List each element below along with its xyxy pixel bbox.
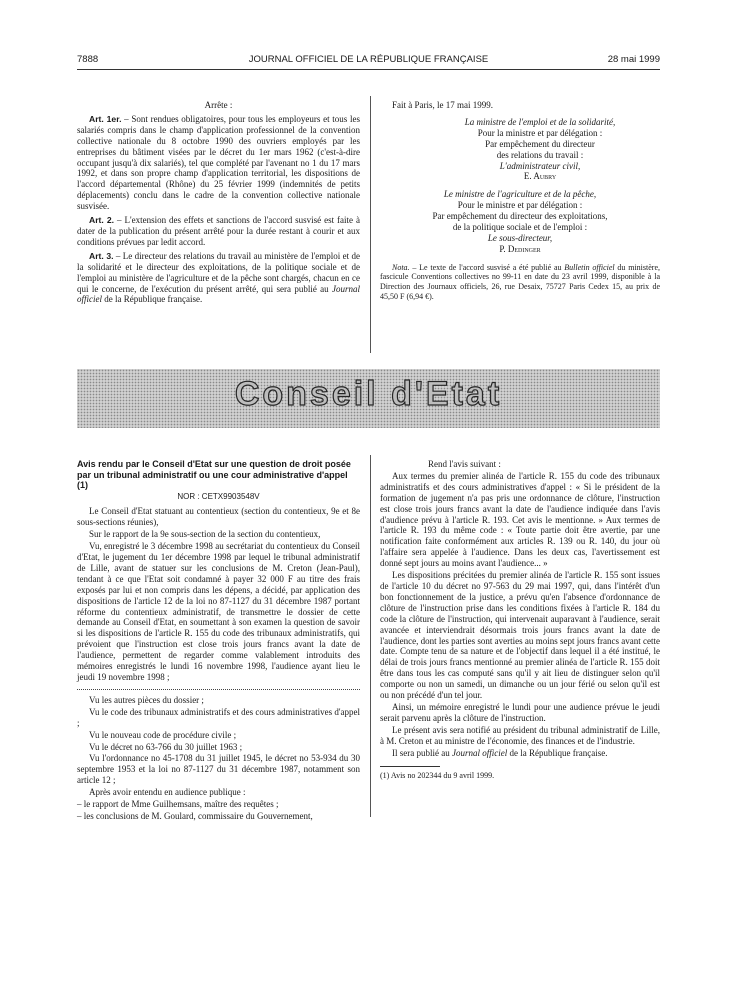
rend-heading: Rend l'avis suivant : xyxy=(428,459,501,469)
paragraph-text-end: de la République française. xyxy=(507,747,608,758)
article-3-text-end: de la République française. xyxy=(102,294,203,305)
signatory-title: L'administrateur civil, xyxy=(499,160,581,171)
header-rule xyxy=(77,69,660,70)
article-2 xyxy=(77,215,360,248)
paragraph: Ainsi, un mémoire enregistré le lundi pour une audience prévue le jeudi serait parvenu après la clôture de l'instruction. xyxy=(380,701,660,723)
minister-2: Le ministre de l'agriculture et de la pêche, xyxy=(443,189,597,200)
paragraph: Le Conseil d'Etat statuant au contentieux (section du contentieux, 9e et 8e sous-sections réunies), xyxy=(77,506,360,528)
paragraph: Les dispositions précitées du premier alinéa de l'article R. 155 sont issues de l'article 10 du décret no 97-563 du 29 mai 1997, qui, dans l'intérêt d'un bon fonctionnement de la justice, a prévu qu'en l'absence d'ordonnance de clôture de l'instruction prise dans les conditions fixées à l'article R. 184 du code la clôture de l'instruction, qui intervenait auparavant à l'audience, serait avancée et interviendrait désormais trois jours francs avant la date de l'audience, dont les parties sont averties au moins sept jours francs avant cette date. Compte tenu de sa nature et de l'objectif dans lequel il a été institué, le délai de trois jours francs mentionné au premier alinéa de l'article R. 155 doit être dans tous les cas computé sans qu'il y ait lieu de distinguer selon qu'il comporte ou non un samedi, un dimanche ou un jour férié ou selon qu'il est ou non précédé d'un tel jour. xyxy=(380,570,660,701)
delegation-line: de la politique sociale et de l'emploi : xyxy=(452,222,588,233)
signature-column xyxy=(380,100,660,302)
signatory-name: P. Dedinger xyxy=(499,243,541,254)
arrete-column xyxy=(77,100,360,306)
paragraph: Vu les autres pièces du dossier ; xyxy=(89,694,204,705)
article-2-label: Art. 2. xyxy=(89,215,115,226)
delegation-line: Par empêchement du directeur xyxy=(485,138,595,149)
article-3-text: – Le directeur des relations du travail au ministère de l'emploi et de la solidarité et le directeur des exploitations, de la politique sociale et de l'emploi au ministère de l'agriculture et de la pêche sont chargés, chacun en ce qui le concerne, de l'exécution du présent arrêté, qui sera publié au xyxy=(77,250,360,294)
paragraph: Après avoir entendu en audience publique : xyxy=(89,787,246,798)
paragraph: Aux termes du premier alinéa de l'article R. 155 du code des tribunaux administratifs et des cours administratives d'appel : « Si le président de la formation de jugement n'a pas pris une ordonnance de clôture, l'instruction est close trois jours francs avant la date de l'audience indiquée dans l'avis d'audience prévu à l'article R. 193. Cet avis le mentionne. » Aux termes de l'article R. 193 du même code : « Toute partie doit être avertie, par une notification faite conformément aux articles R. 139 ou R. 140, du jour où l'affaire sera appelée à l'audience. Dans les deux cas, l'avertissement est donné sept jours au moins avant l'audience... » xyxy=(380,470,660,569)
article-3-label: Art. 3. xyxy=(89,250,114,261)
article-1-label: Art. 1er. xyxy=(89,113,122,124)
signatory-name: E. Aubry xyxy=(523,171,557,182)
nor-reference: NOR : CETX9903548V xyxy=(177,491,260,501)
fait-line: Fait à Paris, le 17 mai 1999. xyxy=(392,100,493,110)
delegation-line: Par empêchement du directeur des exploitations, xyxy=(432,211,608,222)
avis-left-column xyxy=(77,459,360,823)
journal-title: JOURNAL OFFICIEL DE LA RÉPUBLIQUE FRANÇAISE xyxy=(248,54,489,65)
article-1-text: – Sont rendues obligatoires, pour tous les employeurs et tous les salariés compris dans le champ d'application professionnel de la convention collective nationale du 8 octobre 1990 des ouvriers employés par les entreprises du bâtiment visées par le décret du 1er mars 1962 (c'est-à-dire occupant jusqu'à dix salariés), tel que complété par l'avenant no 1 du 17 mars 1992, et dans son propre champ d'application territorial, les dispositions de l'accord départemental (Rhône) du 25 février 1999 (indemnités de petits déplacements) conclu dans le cadre de la convention collective nationale susvisée. xyxy=(77,113,360,212)
paragraph: Le présent avis sera notifié au président du tribunal administratif de Lille, à M. Creton et au ministre de l'économie, des finances et de l'industrie. xyxy=(380,724,660,746)
journal-officiel-ref: Journal officiel xyxy=(451,747,508,758)
signature-block-1 xyxy=(420,117,660,182)
paragraph-text: Il sera publié au xyxy=(392,747,452,758)
column-divider-bottom xyxy=(370,455,371,817)
footnote: (1) Avis no 202344 du 9 avril 1999. xyxy=(380,771,495,781)
dotted-separator xyxy=(77,685,360,690)
delegation-line: des relations du travail : xyxy=(496,149,584,160)
section-banner xyxy=(77,369,660,428)
paragraph: Vu le décret no 63-766 du 30 juillet 1963 ; xyxy=(89,741,243,752)
avis-right-column xyxy=(380,459,660,782)
list-item: – les conclusions de M. Goulard, commissaire du Gouvernement, xyxy=(77,810,313,821)
page-header xyxy=(77,54,660,68)
issue-date: 28 mai 1999 xyxy=(607,54,660,65)
paragraph xyxy=(380,748,660,759)
paragraph: Vu, enregistré le 3 décembre 1998 au secrétariat du contentieux du Conseil d'Etat, le jugement du 1er décembre 1998 par lequel le tribunal administratif de Lille, avant de statuer sur les conclusions de M. Creton (Jean-Paul), tendant à ce que l'Etat soit condamné à payer 32 000 F au titre des frais exposés par lui et non compris dans les dépens, a décidé, par application des dispositions de l'article 12 de la loi no 87-1127 du 31 décembre 1987 portant réforme du contentieux administratif, de transmettre le dossier de cette demande au Conseil d'Etat, en soumettant à son examen la question de savoir si les dispositions de l'article R. 155 du code des tribunaux administratifs, qui prévoient que l'instruction est close trois jours francs avant la date de l'audience, permettent de regarder comme valablement introduits des mémoires enregistrés le lundi 16 novembre 1998, l'audience ayant lieu le jeudi 19 novembre 1998 ; xyxy=(77,541,360,682)
article-3 xyxy=(77,251,360,306)
minister-1: La ministre de l'emploi et de la solidarité, xyxy=(464,116,616,127)
page-number: 7888 xyxy=(77,54,99,65)
footnote-rule xyxy=(380,766,440,767)
article-1 xyxy=(77,114,360,212)
bulletin-officiel-ref: Bulletin officiel xyxy=(564,262,615,272)
arrete-heading: Arrête : xyxy=(204,100,233,110)
article-2-text: – L'extension des effets et sanctions de l'accord susvisé est faite à dater de la publication du présent arrêté pour la durée restant à courir et aux conditions prévues par ledit accord. xyxy=(77,215,360,247)
paragraph: Vu l'ordonnance no 45-1708 du 31 juillet 1945, le décret no 53-934 du 30 septembre 1953 et la loi no 87-1127 du 31 décembre 1987, notamment son article 12 ; xyxy=(77,753,360,786)
delegation-line: Pour la ministre et par délégation : xyxy=(477,127,603,138)
paragraph: Sur le rapport de la 9e sous-section de la section du contentieux, xyxy=(89,529,321,540)
signature-block-2 xyxy=(380,189,660,254)
nota-text: – Le texte de l'accord susvisé a été publié au xyxy=(409,262,565,272)
nota-text-end: du ministère, fascicule Conventions collectives no 99-11 en date du 23 avril 1999, disponible à la Direction des Journaux officiels, 26, rue Desaix, 75727 Paris Cedex 15, au prix de 45,50 F (6,94 €). xyxy=(380,262,660,301)
paragraph: Vu le code des tribunaux administratifs et des cours administratives d'appel ; xyxy=(77,706,361,728)
column-divider-top xyxy=(370,96,371,353)
journal-officiel-ref: Journal officiel xyxy=(77,283,360,305)
avis-title: Avis rendu par le Conseil d'Etat sur une question de droit posée par un tribunal administratif ou une cour administrative d'appel (1) xyxy=(77,459,351,490)
section-title: Conseil d'Etat xyxy=(234,375,503,413)
nota-label: Nota. xyxy=(392,262,410,272)
delegation-line: Pour le ministre et par délégation : xyxy=(457,200,583,211)
list-item: – le rapport de Mme Guilhemsans, maître des requêtes ; xyxy=(77,799,279,810)
paragraph: Vu le nouveau code de procédure civile ; xyxy=(89,729,237,740)
signatory-title: Le sous-directeur, xyxy=(487,232,553,243)
nota xyxy=(380,263,660,301)
